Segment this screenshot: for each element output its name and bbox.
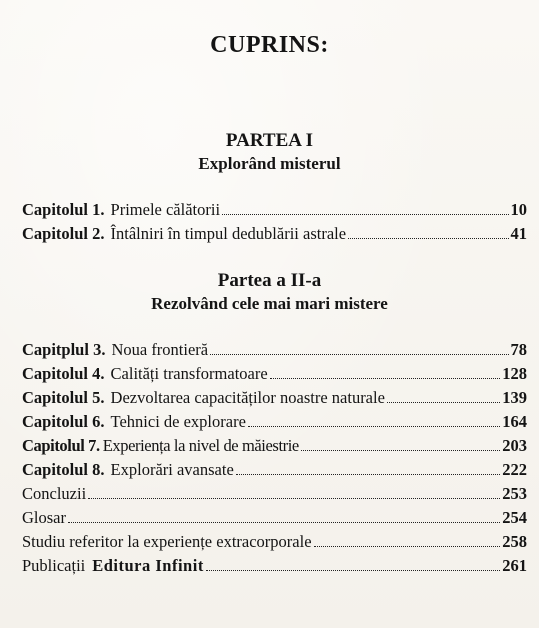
dot-leader bbox=[88, 498, 500, 499]
page-number: 128 bbox=[502, 364, 527, 383]
toc-entry-chapter-3 bbox=[22, 340, 527, 362]
page-number: 139 bbox=[502, 388, 527, 407]
page-number: 78 bbox=[510, 340, 527, 359]
chapter-title: Tehnici de explorare bbox=[110, 412, 246, 431]
page-title: CUPRINS: bbox=[210, 32, 329, 58]
page-number: 41 bbox=[510, 224, 527, 243]
chapter-title: Dezvoltarea capacităților noastre naturale bbox=[110, 388, 385, 407]
dot-leader bbox=[248, 426, 500, 427]
toc-entry-chapter-6 bbox=[22, 412, 527, 434]
chapter-label: Capitolul 4. bbox=[22, 364, 105, 383]
dot-leader bbox=[301, 450, 500, 451]
page-number: 164 bbox=[502, 412, 527, 431]
chapter-title: Calități transformatoare bbox=[110, 364, 268, 383]
toc-entry-chapter-8 bbox=[22, 460, 527, 482]
toc-entry-chapter-1 bbox=[22, 200, 527, 222]
chapter-label: Capitolul 5. bbox=[22, 388, 105, 407]
part2-subtitle: Rezolvând cele mai mari mistere bbox=[151, 294, 388, 313]
page-number: 254 bbox=[502, 508, 527, 527]
dot-leader bbox=[348, 238, 508, 239]
part1-title: PARTEA I bbox=[225, 130, 314, 151]
page-number: 261 bbox=[502, 556, 527, 575]
chapter-label: Capitolul 1. bbox=[22, 200, 105, 219]
chapter-label: Capitolul 2. bbox=[22, 224, 105, 243]
part1-subtitle: Explorând misterul bbox=[198, 154, 341, 173]
chapter-label: Capitplul 3. bbox=[22, 340, 106, 359]
toc-entry-concluzii bbox=[22, 484, 527, 506]
page-number: 253 bbox=[502, 484, 527, 503]
toc-entry-publicatii bbox=[22, 556, 527, 578]
toc-entry-chapter-2 bbox=[22, 224, 527, 246]
dot-leader bbox=[68, 522, 500, 523]
dot-leader bbox=[236, 474, 500, 475]
dot-leader bbox=[222, 214, 508, 215]
toc-entry-chapter-4 bbox=[22, 364, 527, 386]
chapter-label: Capitolul 6. bbox=[22, 412, 105, 431]
entry-title: Concluzii bbox=[22, 484, 87, 503]
chapter-label: Capitolul 7. bbox=[22, 436, 100, 455]
page-number: 258 bbox=[502, 532, 527, 551]
entry-title: Glosar bbox=[22, 508, 66, 527]
chapter-title: Explorări avansate bbox=[110, 460, 234, 479]
dot-leader bbox=[314, 546, 501, 547]
toc-entry-studiu bbox=[22, 532, 527, 554]
chapter-title: Experiența la nivel de măiestrie bbox=[102, 436, 299, 455]
toc-entry-glosar bbox=[22, 508, 527, 530]
dot-leader bbox=[387, 402, 500, 403]
dot-leader bbox=[270, 378, 501, 379]
chapter-title: Întâlniri în timpul dedublării astrale bbox=[110, 224, 347, 243]
chapter-title: Primele călătorii bbox=[110, 200, 221, 219]
entry-title: Publicații bbox=[22, 556, 86, 575]
toc-entry-chapter-5 bbox=[22, 388, 527, 410]
entry-title: Studiu referitor la experiențe extracorporale bbox=[22, 532, 312, 551]
chapter-title: Noua frontieră bbox=[111, 340, 209, 359]
page-number: 203 bbox=[502, 436, 527, 455]
publisher-name: Editura Infinit bbox=[92, 556, 204, 575]
chapter-label: Capitolul 8. bbox=[22, 460, 105, 479]
page-number: 222 bbox=[502, 460, 527, 479]
toc-entry-chapter-7 bbox=[22, 436, 527, 458]
page-number: 10 bbox=[510, 200, 527, 219]
part2-title: Partea a II-a bbox=[217, 270, 322, 291]
dot-leader bbox=[210, 354, 508, 355]
dot-leader bbox=[206, 570, 500, 571]
